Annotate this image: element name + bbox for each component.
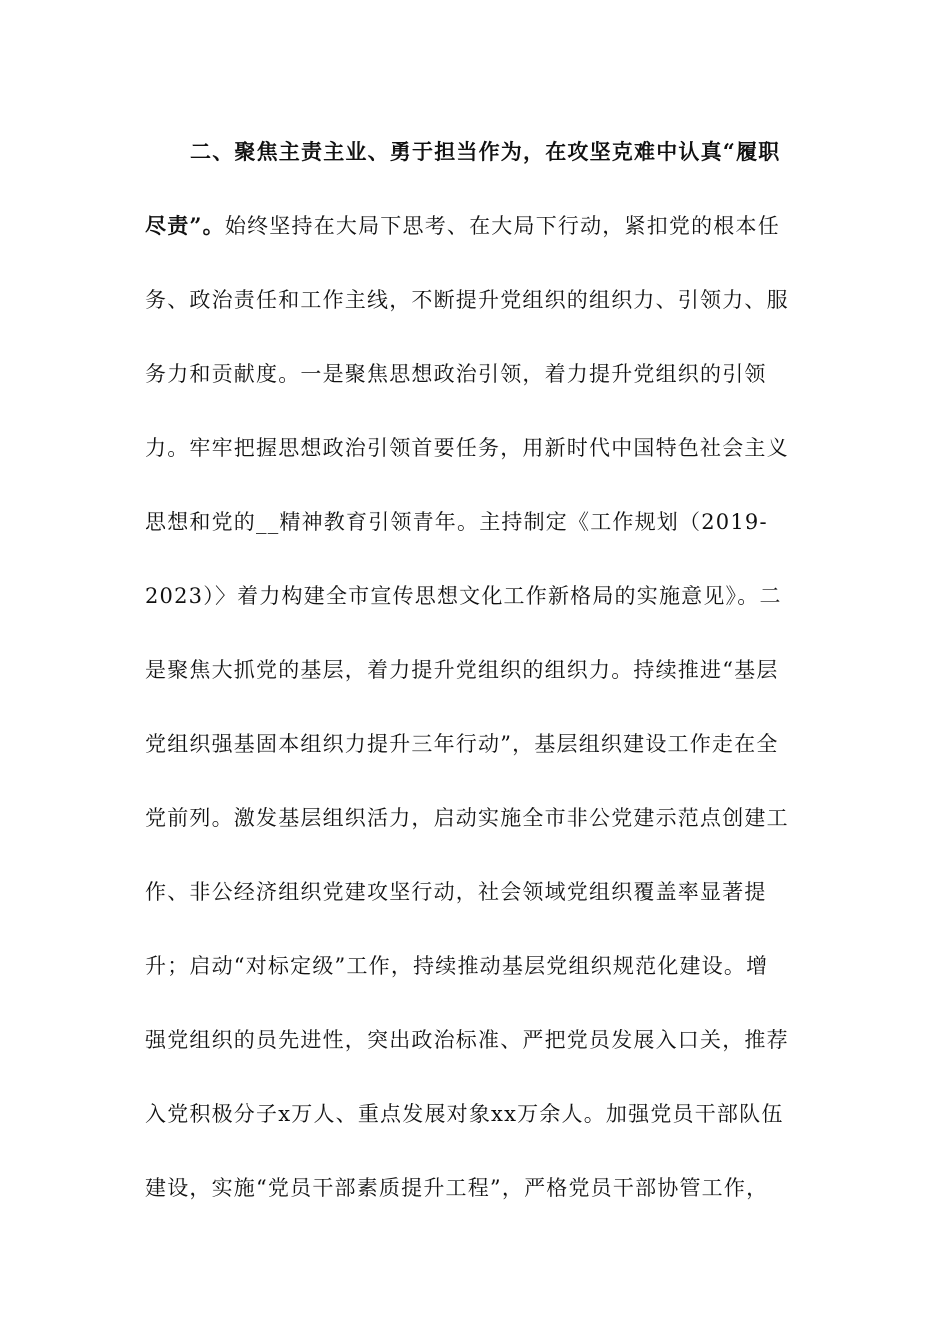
line-text: 入党积极分子x万人、重点发展对象xx万余人。加强党员干部队伍 bbox=[145, 1102, 784, 1126]
text-line-2 bbox=[145, 211, 805, 241]
line-text: 是聚焦大抓党的基层，着力提升党组织的组织力。持续推进“基层 bbox=[145, 658, 779, 682]
text-line-6 bbox=[145, 507, 805, 537]
line-text: 党组织强基固本组织力提升三年行动”，基层组织建设工作走在全 bbox=[145, 732, 779, 756]
line-text: 党前列。激发基层组织活力，启动实施全市非公党建示范点创建工 bbox=[145, 806, 789, 830]
text-line-13 bbox=[145, 1025, 805, 1055]
text-line-1 bbox=[190, 137, 805, 167]
line-text: 作、非公经济组织党建攻坚行动，社会领域党组织覆盖率显著提 bbox=[145, 880, 767, 904]
text-line-8 bbox=[145, 655, 805, 685]
text-line-3 bbox=[145, 285, 805, 315]
text-line-4 bbox=[145, 359, 805, 389]
line-text: 始终坚持在大局下思考、在大局下行动，紧扣党的根本任 bbox=[224, 214, 780, 238]
text-line-11 bbox=[145, 877, 805, 907]
line-text: 力。牢牢把握思想政治引领首要任务，用新时代中国特色社会主义 bbox=[145, 436, 789, 460]
section-heading-end: 尽责”。 bbox=[145, 213, 225, 238]
text-line-9 bbox=[145, 729, 805, 759]
line-text: 升；启动“对标定级”工作，持续推动基层党组织规范化建设。增 bbox=[145, 954, 769, 978]
line-text: 强党组织的员先进性，突出政治标准、严把党员发展入口关，推荐 bbox=[145, 1028, 789, 1052]
text-line-12 bbox=[145, 951, 805, 981]
text-line-14 bbox=[145, 1099, 805, 1129]
line-text: 2023）〉着力构建全市宣传思想文化工作新格局的实施意见》。二 bbox=[145, 584, 782, 608]
line-text: 建设，实施“党员干部素质提升工程”，严格党员干部协管工作， bbox=[145, 1176, 769, 1200]
text-line-15 bbox=[145, 1173, 805, 1203]
text-line-5 bbox=[145, 433, 805, 463]
line-text: 务力和贡献度。一是聚焦思想政治引领，着力提升党组织的引领 bbox=[145, 362, 767, 386]
text-line-10 bbox=[145, 803, 805, 833]
line-text: 务、政治责任和工作主线，不断提升党组织的组织力、引领力、服 bbox=[145, 288, 789, 312]
section-heading: 二、聚焦主责主业、勇于担当作为，在攻坚克难中认真“履职 bbox=[190, 139, 781, 164]
line-text: 思想和党的__精神教育引领青年。主持制定《工作规划（2019- bbox=[145, 510, 768, 534]
text-line-7 bbox=[145, 581, 805, 611]
